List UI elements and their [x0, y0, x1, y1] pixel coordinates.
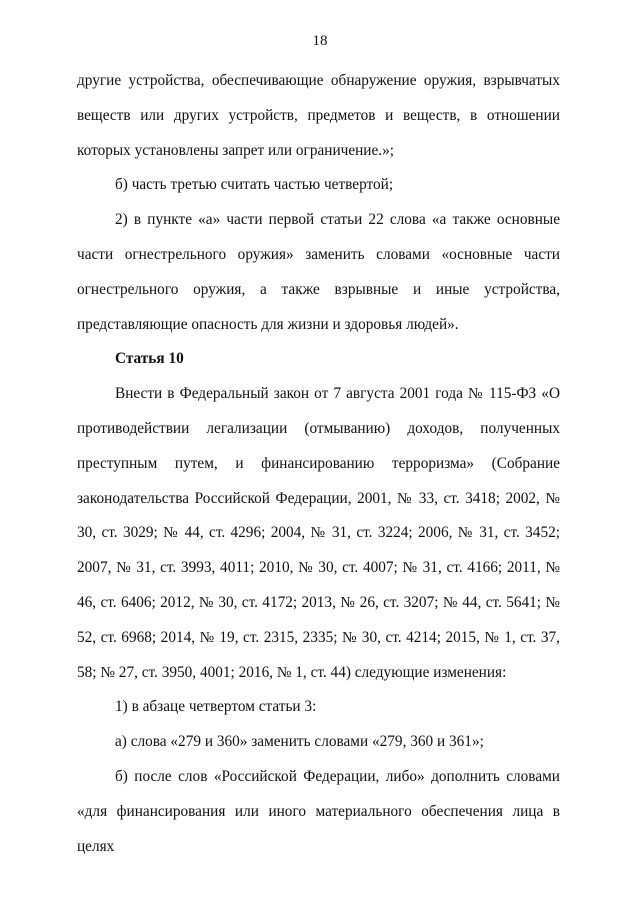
paragraph-item-b-2: б) после слов «Российской Федерации, либо» дополнить словами «для финансирования или иного материального обеспечения лица в целях [77, 767, 560, 855]
paragraph-item-2: 2) в пункте «а» части первой статьи 22 слова «а также основные части огнестрельного оружия» заменить словами «основные части огнестрельного оружия, а также взрывные и иные устройства, представляющие опасность для жизни и здоровья людей». [77, 211, 560, 333]
paragraph-item-b: б) часть третью считать частью четвертой; [115, 176, 394, 194]
page-number: 18 [312, 33, 328, 49]
paragraph-item-a: а) слова «279 и 360» заменить словами «279, 360 и 361»; [115, 733, 484, 751]
paragraph-article-10-intro: Внести в Федеральный закон от 7 августа 2001 года № 115-ФЗ «О противодействии легализации (отмыванию) доходов, полученных преступным путем, и финансированию терроризма» (Собрание законодательства Российской Федерации, 2001, № 33, ст. 3418; 2002, № 30, ст. 3029; № 44, ст. 4296; 2004, № 31, ст. 3224; 2006, № 31, ст. 3452; 2007, № 31, ст. 3993, 4011; 2010, № 30, ст. 4007; № 31, ст. 4166; 2011, № 46, ст. 6406; 2012, № 30, ст. 4172; 2013, № 26, ст. 3207; № 44, ст. 5641; № 52, ст. 6968; 2014, № 19, ст. 2315, 2335; № 30, ст. 4214; 2015, № 1, ст. 37, 58; № 27, ст. 3950, 4001; 2016, № 1, ст. 44) следующие изменения: [77, 385, 560, 681]
document-body [77, 64, 560, 864]
paragraph-continuation: другие устройства, обеспечивающие обнаружение оружия, взрывчатых веществ или других устройств, предметов и веществ, в отношении которых установлены запрет или ограничение.»; [77, 72, 560, 159]
article-heading: Статья 10 [115, 350, 184, 368]
paragraph-item-1: 1) в абзаце четвертом статьи 3: [115, 698, 317, 716]
